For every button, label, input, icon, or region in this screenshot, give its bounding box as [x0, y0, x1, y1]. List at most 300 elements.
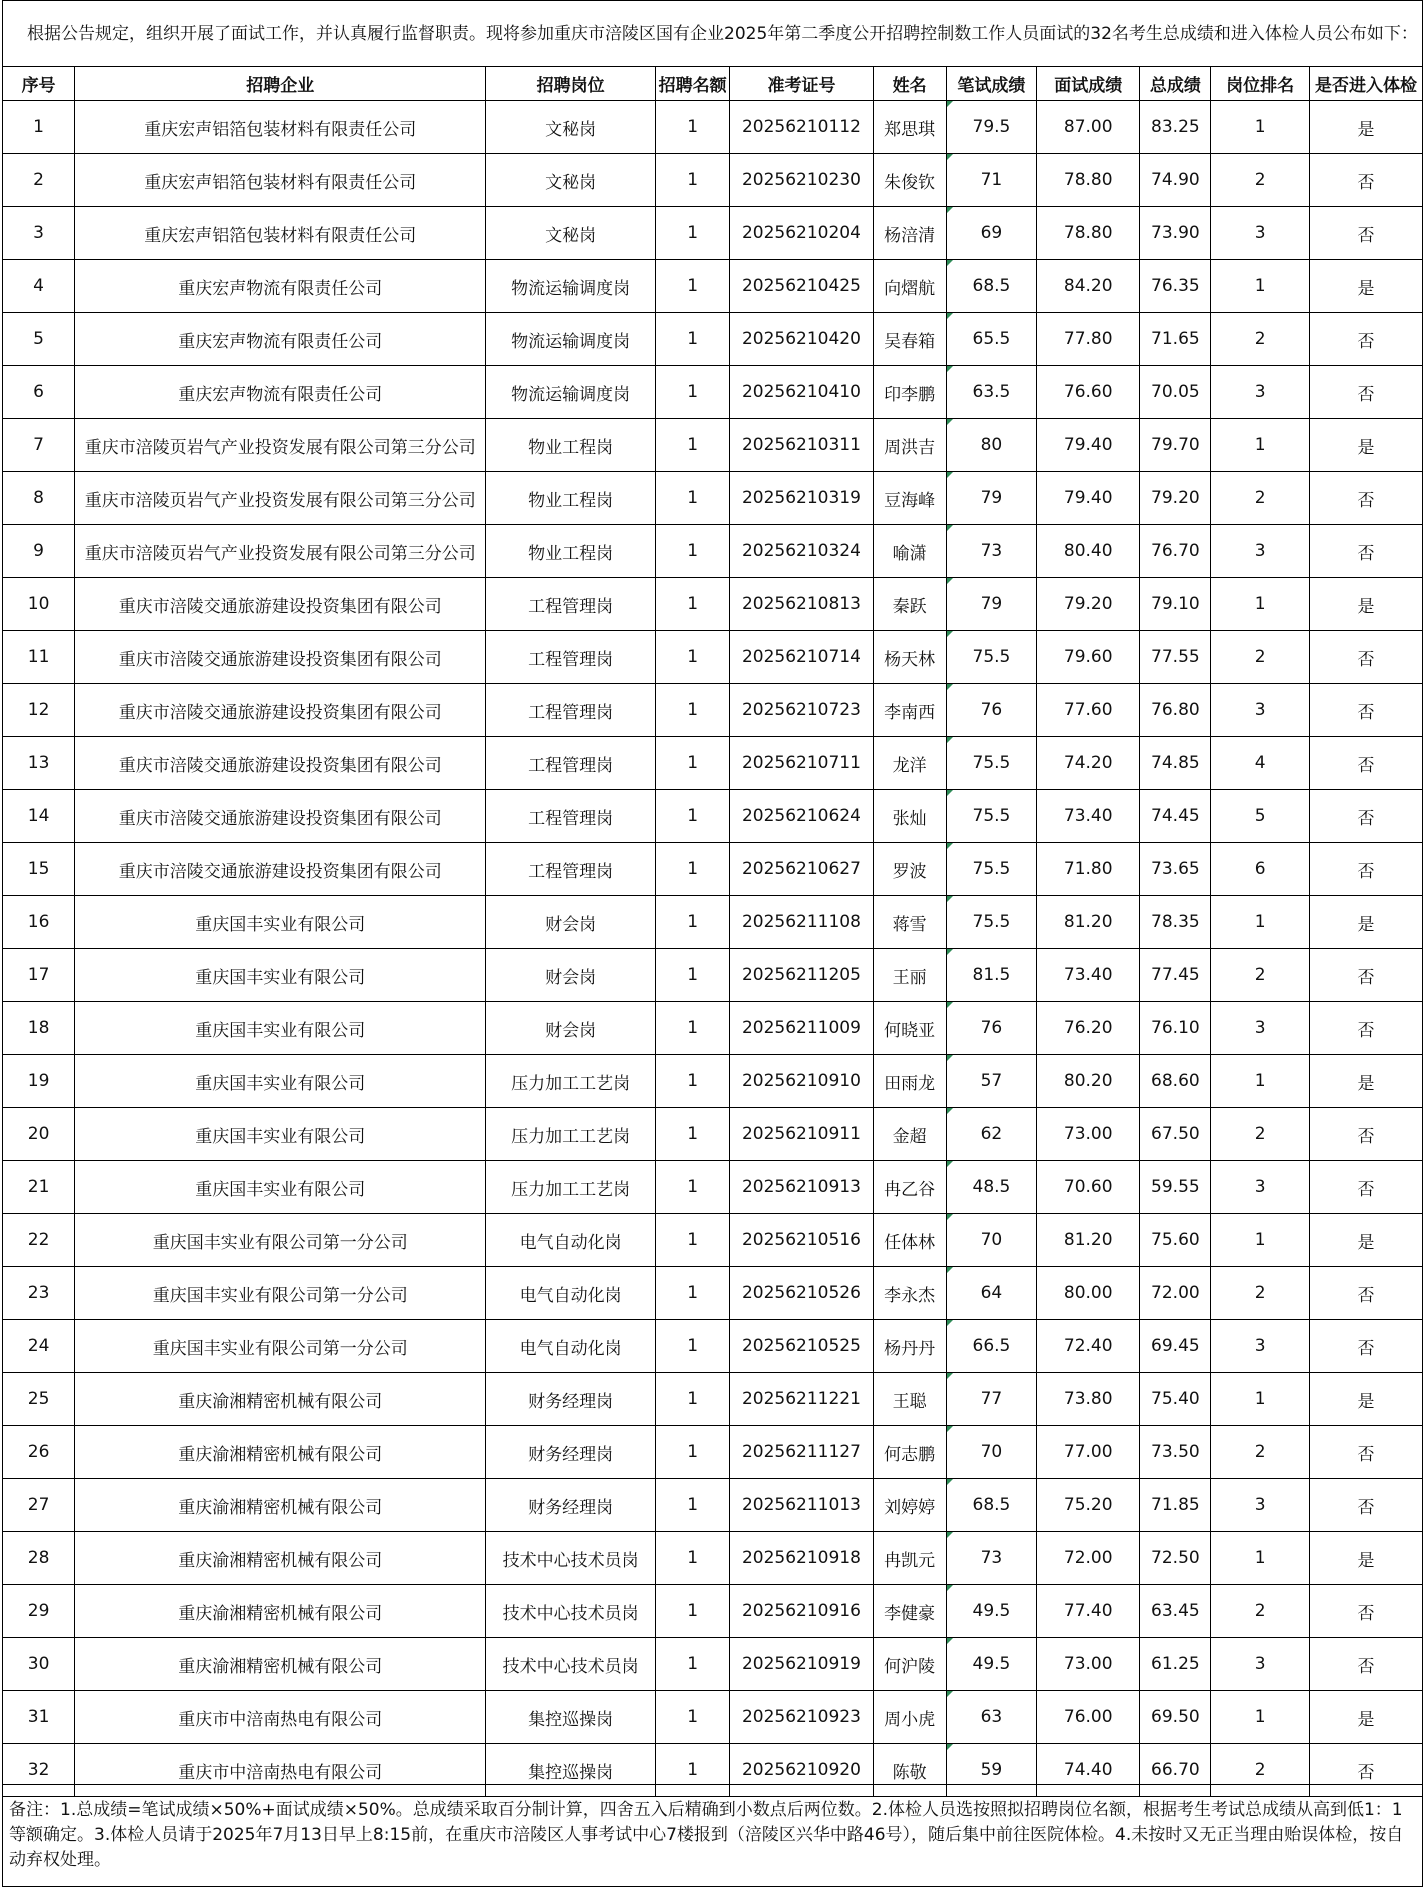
- cell-position[interactable]: 工程管理岗: [486, 631, 656, 684]
- cell-exam-id[interactable]: 20256210916: [730, 1585, 873, 1638]
- cell-rank[interactable]: 2: [1211, 1426, 1310, 1479]
- cell-company[interactable]: 重庆渝湘精密机械有限公司: [75, 1532, 486, 1585]
- cell-name[interactable]: 杨天林: [873, 631, 946, 684]
- cell-company[interactable]: 重庆市涪陵交通旅游建设投资集团有限公司: [75, 843, 486, 896]
- cell-quota[interactable]: 1: [655, 1691, 730, 1744]
- cell-physical-exam[interactable]: 否: [1309, 1638, 1422, 1691]
- cell-quota[interactable]: 1: [655, 1320, 730, 1373]
- cell-quota[interactable]: 1: [655, 737, 730, 790]
- cell-exam-id[interactable]: 20256210711: [730, 737, 873, 790]
- cell-interview-score[interactable]: 71.80: [1037, 843, 1140, 896]
- cell-position[interactable]: 物流运输调度岗: [486, 260, 656, 313]
- cell-position[interactable]: 压力加工工艺岗: [486, 1055, 656, 1108]
- cell-quota[interactable]: 1: [655, 1585, 730, 1638]
- cell-position[interactable]: 财务经理岗: [486, 1426, 656, 1479]
- cell-physical-exam[interactable]: 是: [1309, 1373, 1422, 1426]
- cell-company[interactable]: 重庆市涪陵交通旅游建设投资集团有限公司: [75, 578, 486, 631]
- cell-quota[interactable]: 1: [655, 1744, 730, 1797]
- cell-position[interactable]: 压力加工工艺岗: [486, 1108, 656, 1161]
- cell-physical-exam[interactable]: 是: [1309, 1055, 1422, 1108]
- cell-quota[interactable]: 1: [655, 1532, 730, 1585]
- cell-index[interactable]: 22: [3, 1214, 75, 1267]
- cell-index[interactable]: 11: [3, 631, 75, 684]
- cell-written-score[interactable]: 80: [946, 419, 1036, 472]
- cell-name[interactable]: 郑思琪: [873, 101, 946, 154]
- cell-rank[interactable]: 1: [1211, 578, 1310, 631]
- cell-company[interactable]: 重庆渝湘精密机械有限公司: [75, 1638, 486, 1691]
- cell-written-score[interactable]: 73: [946, 525, 1036, 578]
- cell-quota[interactable]: 1: [655, 631, 730, 684]
- cell-written-score[interactable]: 70: [946, 1426, 1036, 1479]
- cell-exam-id[interactable]: 20256211108: [730, 896, 873, 949]
- cell-interview-score[interactable]: 73.40: [1037, 949, 1140, 1002]
- cell-index[interactable]: 19: [3, 1055, 75, 1108]
- cell-interview-score[interactable]: 79.20: [1037, 578, 1140, 631]
- cell-total-score[interactable]: 77.55: [1140, 631, 1211, 684]
- cell-position[interactable]: 文秘岗: [486, 154, 656, 207]
- cell-total-score[interactable]: 74.85: [1140, 737, 1211, 790]
- cell-quota[interactable]: 1: [655, 1108, 730, 1161]
- cell-rank[interactable]: 1: [1211, 1532, 1310, 1585]
- cell-interview-score[interactable]: 72.40: [1037, 1320, 1140, 1373]
- cell-rank[interactable]: 3: [1211, 1002, 1310, 1055]
- cell-position[interactable]: 工程管理岗: [486, 578, 656, 631]
- cell-index[interactable]: 23: [3, 1267, 75, 1320]
- cell-name[interactable]: 罗波: [873, 843, 946, 896]
- cell-company[interactable]: 重庆渝湘精密机械有限公司: [75, 1373, 486, 1426]
- cell-interview-score[interactable]: 74.20: [1037, 737, 1140, 790]
- cell-position[interactable]: 工程管理岗: [486, 843, 656, 896]
- cell-index[interactable]: 3: [3, 207, 75, 260]
- cell-total-score[interactable]: 73.65: [1140, 843, 1211, 896]
- cell-total-score[interactable]: 79.70: [1140, 419, 1211, 472]
- cell-company[interactable]: 重庆宏声铝箔包装材料有限责任公司: [75, 154, 486, 207]
- cell-position[interactable]: 电气自动化岗: [486, 1267, 656, 1320]
- cell-position[interactable]: 财会岗: [486, 1002, 656, 1055]
- cell-physical-exam[interactable]: 否: [1309, 313, 1422, 366]
- cell-interview-score[interactable]: 78.80: [1037, 207, 1140, 260]
- cell-interview-score[interactable]: 77.60: [1037, 684, 1140, 737]
- cell-index[interactable]: 7: [3, 419, 75, 472]
- cell-rank[interactable]: 3: [1211, 207, 1310, 260]
- cell-quota[interactable]: 1: [655, 684, 730, 737]
- cell-index[interactable]: 12: [3, 684, 75, 737]
- cell-written-score[interactable]: 73: [946, 1532, 1036, 1585]
- cell-company[interactable]: 重庆国丰实业有限公司: [75, 896, 486, 949]
- cell-company[interactable]: 重庆国丰实业有限公司第一分公司: [75, 1267, 486, 1320]
- cell-name[interactable]: 杨涪清: [873, 207, 946, 260]
- cell-rank[interactable]: 3: [1211, 525, 1310, 578]
- cell-company[interactable]: 重庆宏声铝箔包装材料有限责任公司: [75, 207, 486, 260]
- cell-total-score[interactable]: 72.00: [1140, 1267, 1211, 1320]
- cell-physical-exam[interactable]: 否: [1309, 737, 1422, 790]
- cell-position[interactable]: 技术中心技术员岗: [486, 1638, 656, 1691]
- cell-rank[interactable]: 6: [1211, 843, 1310, 896]
- cell-physical-exam[interactable]: 否: [1309, 1320, 1422, 1373]
- cell-written-score[interactable]: 75.5: [946, 843, 1036, 896]
- cell-exam-id[interactable]: 20256211221: [730, 1373, 873, 1426]
- cell-written-score[interactable]: 65.5: [946, 313, 1036, 366]
- cell-exam-id[interactable]: 20256211009: [730, 1002, 873, 1055]
- cell-interview-score[interactable]: 75.20: [1037, 1479, 1140, 1532]
- cell-physical-exam[interactable]: 是: [1309, 1532, 1422, 1585]
- cell-exam-id[interactable]: 20256210920: [730, 1744, 873, 1797]
- cell-quota[interactable]: 1: [655, 101, 730, 154]
- cell-physical-exam[interactable]: 否: [1309, 1744, 1422, 1797]
- cell-quota[interactable]: 1: [655, 790, 730, 843]
- cell-interview-score[interactable]: 77.40: [1037, 1585, 1140, 1638]
- cell-name[interactable]: 任体林: [873, 1214, 946, 1267]
- cell-position[interactable]: 文秘岗: [486, 207, 656, 260]
- cell-rank[interactable]: 1: [1211, 1373, 1310, 1426]
- cell-company[interactable]: 重庆国丰实业有限公司: [75, 1055, 486, 1108]
- cell-physical-exam[interactable]: 否: [1309, 525, 1422, 578]
- cell-exam-id[interactable]: 20256210723: [730, 684, 873, 737]
- cell-written-score[interactable]: 49.5: [946, 1585, 1036, 1638]
- cell-physical-exam[interactable]: 否: [1309, 790, 1422, 843]
- cell-interview-score[interactable]: 87.00: [1037, 101, 1140, 154]
- cell-index[interactable]: 1: [3, 101, 75, 154]
- cell-exam-id[interactable]: 20256210627: [730, 843, 873, 896]
- cell-interview-score[interactable]: 79.40: [1037, 419, 1140, 472]
- cell-quota[interactable]: 1: [655, 1214, 730, 1267]
- cell-name[interactable]: 王丽: [873, 949, 946, 1002]
- cell-quota[interactable]: 1: [655, 1426, 730, 1479]
- cell-written-score[interactable]: 71: [946, 154, 1036, 207]
- cell-written-score[interactable]: 59: [946, 1744, 1036, 1797]
- cell-exam-id[interactable]: 20256210911: [730, 1108, 873, 1161]
- cell-exam-id[interactable]: 20256211205: [730, 949, 873, 1002]
- cell-index[interactable]: 5: [3, 313, 75, 366]
- cell-written-score[interactable]: 75.5: [946, 737, 1036, 790]
- cell-quota[interactable]: 1: [655, 1267, 730, 1320]
- cell-name[interactable]: 朱俊钦: [873, 154, 946, 207]
- cell-quota[interactable]: 1: [655, 313, 730, 366]
- cell-company[interactable]: 重庆宏声物流有限责任公司: [75, 260, 486, 313]
- cell-index[interactable]: 17: [3, 949, 75, 1002]
- cell-position[interactable]: 压力加工工艺岗: [486, 1161, 656, 1214]
- cell-physical-exam[interactable]: 否: [1309, 366, 1422, 419]
- cell-name[interactable]: 冉乙谷: [873, 1161, 946, 1214]
- cell-index[interactable]: 13: [3, 737, 75, 790]
- cell-total-score[interactable]: 59.55: [1140, 1161, 1211, 1214]
- cell-physical-exam[interactable]: 否: [1309, 949, 1422, 1002]
- cell-index[interactable]: 32: [3, 1744, 75, 1797]
- cell-position[interactable]: 电气自动化岗: [486, 1214, 656, 1267]
- cell-interview-score[interactable]: 76.20: [1037, 1002, 1140, 1055]
- cell-rank[interactable]: 3: [1211, 684, 1310, 737]
- cell-position[interactable]: 财务经理岗: [486, 1373, 656, 1426]
- cell-name[interactable]: 李健豪: [873, 1585, 946, 1638]
- cell-written-score[interactable]: 63: [946, 1691, 1036, 1744]
- cell-written-score[interactable]: 68.5: [946, 1479, 1036, 1532]
- cell-index[interactable]: 29: [3, 1585, 75, 1638]
- cell-rank[interactable]: 2: [1211, 1585, 1310, 1638]
- cell-total-score[interactable]: 73.50: [1140, 1426, 1211, 1479]
- cell-index[interactable]: 16: [3, 896, 75, 949]
- cell-physical-exam[interactable]: 否: [1309, 1108, 1422, 1161]
- cell-total-score[interactable]: 72.50: [1140, 1532, 1211, 1585]
- cell-company[interactable]: 重庆市涪陵交通旅游建设投资集团有限公司: [75, 631, 486, 684]
- cell-rank[interactable]: 3: [1211, 366, 1310, 419]
- cell-position[interactable]: 财务经理岗: [486, 1479, 656, 1532]
- cell-rank[interactable]: 2: [1211, 631, 1310, 684]
- cell-physical-exam[interactable]: 否: [1309, 684, 1422, 737]
- cell-physical-exam[interactable]: 是: [1309, 260, 1422, 313]
- cell-index[interactable]: 20: [3, 1108, 75, 1161]
- cell-rank[interactable]: 2: [1211, 949, 1310, 1002]
- cell-position[interactable]: 工程管理岗: [486, 684, 656, 737]
- cell-company[interactable]: 重庆市涪陵交通旅游建设投资集团有限公司: [75, 737, 486, 790]
- cell-total-score[interactable]: 66.70: [1140, 1744, 1211, 1797]
- cell-name[interactable]: 金超: [873, 1108, 946, 1161]
- cell-physical-exam[interactable]: 是: [1309, 1214, 1422, 1267]
- cell-total-score[interactable]: 69.45: [1140, 1320, 1211, 1373]
- cell-written-score[interactable]: 76: [946, 1002, 1036, 1055]
- cell-name[interactable]: 何晓亚: [873, 1002, 946, 1055]
- cell-company[interactable]: 重庆国丰实业有限公司: [75, 1161, 486, 1214]
- cell-quota[interactable]: 1: [655, 896, 730, 949]
- cell-written-score[interactable]: 68.5: [946, 260, 1036, 313]
- cell-total-score[interactable]: 83.25: [1140, 101, 1211, 154]
- cell-company[interactable]: 重庆国丰实业有限公司: [75, 1108, 486, 1161]
- cell-exam-id[interactable]: 20256210410: [730, 366, 873, 419]
- cell-index[interactable]: 21: [3, 1161, 75, 1214]
- cell-name[interactable]: 李永杰: [873, 1267, 946, 1320]
- cell-position[interactable]: 财会岗: [486, 896, 656, 949]
- cell-company[interactable]: 重庆宏声物流有限责任公司: [75, 366, 486, 419]
- cell-index[interactable]: 8: [3, 472, 75, 525]
- cell-rank[interactable]: 1: [1211, 419, 1310, 472]
- cell-index[interactable]: 27: [3, 1479, 75, 1532]
- cell-name[interactable]: 秦跃: [873, 578, 946, 631]
- cell-company[interactable]: 重庆市涪陵交通旅游建设投资集团有限公司: [75, 790, 486, 843]
- cell-total-score[interactable]: 63.45: [1140, 1585, 1211, 1638]
- cell-name[interactable]: 冉凯元: [873, 1532, 946, 1585]
- cell-company[interactable]: 重庆宏声铝箔包装材料有限责任公司: [75, 101, 486, 154]
- cell-interview-score[interactable]: 76.60: [1037, 366, 1140, 419]
- cell-interview-score[interactable]: 70.60: [1037, 1161, 1140, 1214]
- cell-position[interactable]: 物业工程岗: [486, 472, 656, 525]
- cell-rank[interactable]: 2: [1211, 313, 1310, 366]
- cell-quota[interactable]: 1: [655, 366, 730, 419]
- cell-exam-id[interactable]: 20256210516: [730, 1214, 873, 1267]
- cell-total-score[interactable]: 74.45: [1140, 790, 1211, 843]
- cell-interview-score[interactable]: 76.00: [1037, 1691, 1140, 1744]
- cell-index[interactable]: 24: [3, 1320, 75, 1373]
- cell-company[interactable]: 重庆渝湘精密机械有限公司: [75, 1585, 486, 1638]
- cell-position[interactable]: 工程管理岗: [486, 737, 656, 790]
- cell-quota[interactable]: 1: [655, 207, 730, 260]
- cell-exam-id[interactable]: 20256210425: [730, 260, 873, 313]
- cell-written-score[interactable]: 49.5: [946, 1638, 1036, 1691]
- cell-interview-score[interactable]: 73.00: [1037, 1108, 1140, 1161]
- cell-written-score[interactable]: 79.5: [946, 101, 1036, 154]
- cell-quota[interactable]: 1: [655, 154, 730, 207]
- cell-exam-id[interactable]: 20256210923: [730, 1691, 873, 1744]
- cell-quota[interactable]: 1: [655, 260, 730, 313]
- cell-index[interactable]: 28: [3, 1532, 75, 1585]
- cell-rank[interactable]: 1: [1211, 1691, 1310, 1744]
- cell-rank[interactable]: 3: [1211, 1161, 1310, 1214]
- cell-total-score[interactable]: 67.50: [1140, 1108, 1211, 1161]
- cell-name[interactable]: 何志鹏: [873, 1426, 946, 1479]
- cell-rank[interactable]: 3: [1211, 1479, 1310, 1532]
- cell-name[interactable]: 何沪陵: [873, 1638, 946, 1691]
- cell-position[interactable]: 集控巡操岗: [486, 1744, 656, 1797]
- cell-exam-id[interactable]: 20256211127: [730, 1426, 873, 1479]
- cell-physical-exam[interactable]: 否: [1309, 472, 1422, 525]
- cell-quota[interactable]: 1: [655, 949, 730, 1002]
- cell-index[interactable]: 26: [3, 1426, 75, 1479]
- cell-company[interactable]: 重庆渝湘精密机械有限公司: [75, 1479, 486, 1532]
- cell-interview-score[interactable]: 72.00: [1037, 1532, 1140, 1585]
- cell-position[interactable]: 物业工程岗: [486, 419, 656, 472]
- cell-written-score[interactable]: 75.5: [946, 896, 1036, 949]
- cell-name[interactable]: 周小虎: [873, 1691, 946, 1744]
- cell-exam-id[interactable]: 20256210918: [730, 1532, 873, 1585]
- cell-quota[interactable]: 1: [655, 1055, 730, 1108]
- cell-quota[interactable]: 1: [655, 472, 730, 525]
- cell-name[interactable]: 豆海峰: [873, 472, 946, 525]
- cell-name[interactable]: 张灿: [873, 790, 946, 843]
- cell-name[interactable]: 李南西: [873, 684, 946, 737]
- cell-total-score[interactable]: 75.60: [1140, 1214, 1211, 1267]
- cell-position[interactable]: 工程管理岗: [486, 790, 656, 843]
- cell-total-score[interactable]: 79.10: [1140, 578, 1211, 631]
- cell-company[interactable]: 重庆宏声物流有限责任公司: [75, 313, 486, 366]
- cell-index[interactable]: 9: [3, 525, 75, 578]
- cell-interview-score[interactable]: 73.80: [1037, 1373, 1140, 1426]
- cell-index[interactable]: 31: [3, 1691, 75, 1744]
- cell-total-score[interactable]: 76.35: [1140, 260, 1211, 313]
- cell-interview-score[interactable]: 78.80: [1037, 154, 1140, 207]
- cell-index[interactable]: 10: [3, 578, 75, 631]
- cell-interview-score[interactable]: 80.20: [1037, 1055, 1140, 1108]
- cell-written-score[interactable]: 70: [946, 1214, 1036, 1267]
- cell-rank[interactable]: 4: [1211, 737, 1310, 790]
- cell-total-score[interactable]: 76.70: [1140, 525, 1211, 578]
- cell-index[interactable]: 2: [3, 154, 75, 207]
- cell-position[interactable]: 物流运输调度岗: [486, 313, 656, 366]
- cell-interview-score[interactable]: 77.80: [1037, 313, 1140, 366]
- cell-exam-id[interactable]: 20256210324: [730, 525, 873, 578]
- cell-exam-id[interactable]: 20256211013: [730, 1479, 873, 1532]
- cell-written-score[interactable]: 69: [946, 207, 1036, 260]
- cell-rank[interactable]: 1: [1211, 101, 1310, 154]
- cell-exam-id[interactable]: 20256210319: [730, 472, 873, 525]
- cell-quota[interactable]: 1: [655, 578, 730, 631]
- cell-rank[interactable]: 2: [1211, 472, 1310, 525]
- cell-total-score[interactable]: 68.60: [1140, 1055, 1211, 1108]
- cell-exam-id[interactable]: 20256210526: [730, 1267, 873, 1320]
- cell-physical-exam[interactable]: 否: [1309, 631, 1422, 684]
- cell-rank[interactable]: 1: [1211, 260, 1310, 313]
- cell-company[interactable]: 重庆国丰实业有限公司第一分公司: [75, 1320, 486, 1373]
- cell-company[interactable]: 重庆国丰实业有限公司: [75, 949, 486, 1002]
- cell-name[interactable]: 杨丹丹: [873, 1320, 946, 1373]
- cell-position[interactable]: 技术中心技术员岗: [486, 1532, 656, 1585]
- cell-written-score[interactable]: 75.5: [946, 790, 1036, 843]
- cell-index[interactable]: 25: [3, 1373, 75, 1426]
- cell-rank[interactable]: 3: [1211, 1638, 1310, 1691]
- cell-interview-score[interactable]: 79.40: [1037, 472, 1140, 525]
- cell-total-score[interactable]: 73.90: [1140, 207, 1211, 260]
- cell-physical-exam[interactable]: 否: [1309, 1585, 1422, 1638]
- cell-exam-id[interactable]: 20256210624: [730, 790, 873, 843]
- cell-interview-score[interactable]: 80.00: [1037, 1267, 1140, 1320]
- cell-total-score[interactable]: 77.45: [1140, 949, 1211, 1002]
- cell-total-score[interactable]: 75.40: [1140, 1373, 1211, 1426]
- cell-physical-exam[interactable]: 否: [1309, 207, 1422, 260]
- cell-rank[interactable]: 2: [1211, 1744, 1310, 1797]
- cell-written-score[interactable]: 48.5: [946, 1161, 1036, 1214]
- cell-total-score[interactable]: 78.35: [1140, 896, 1211, 949]
- cell-index[interactable]: 4: [3, 260, 75, 313]
- cell-written-score[interactable]: 57: [946, 1055, 1036, 1108]
- cell-exam-id[interactable]: 20256210919: [730, 1638, 873, 1691]
- cell-physical-exam[interactable]: 否: [1309, 1267, 1422, 1320]
- cell-exam-id[interactable]: 20256210714: [730, 631, 873, 684]
- cell-physical-exam[interactable]: 否: [1309, 1161, 1422, 1214]
- cell-written-score[interactable]: 77: [946, 1373, 1036, 1426]
- cell-position[interactable]: 物业工程岗: [486, 525, 656, 578]
- cell-name[interactable]: 王聪: [873, 1373, 946, 1426]
- cell-quota[interactable]: 1: [655, 1161, 730, 1214]
- cell-rank[interactable]: 3: [1211, 1320, 1310, 1373]
- cell-total-score[interactable]: 71.85: [1140, 1479, 1211, 1532]
- cell-index[interactable]: 30: [3, 1638, 75, 1691]
- cell-exam-id[interactable]: 20256210420: [730, 313, 873, 366]
- cell-name[interactable]: 印李鹏: [873, 366, 946, 419]
- cell-exam-id[interactable]: 20256210525: [730, 1320, 873, 1373]
- cell-rank[interactable]: 5: [1211, 790, 1310, 843]
- cell-index[interactable]: 18: [3, 1002, 75, 1055]
- cell-index[interactable]: 6: [3, 366, 75, 419]
- cell-total-score[interactable]: 70.05: [1140, 366, 1211, 419]
- cell-exam-id[interactable]: 20256210311: [730, 419, 873, 472]
- cell-physical-exam[interactable]: 是: [1309, 419, 1422, 472]
- cell-rank[interactable]: 1: [1211, 1214, 1310, 1267]
- cell-written-score[interactable]: 76: [946, 684, 1036, 737]
- cell-total-score[interactable]: 79.20: [1140, 472, 1211, 525]
- cell-company[interactable]: 重庆渝湘精密机械有限公司: [75, 1426, 486, 1479]
- cell-position[interactable]: 物流运输调度岗: [486, 366, 656, 419]
- cell-written-score[interactable]: 63.5: [946, 366, 1036, 419]
- cell-interview-score[interactable]: 84.20: [1037, 260, 1140, 313]
- cell-index[interactable]: 15: [3, 843, 75, 896]
- cell-name[interactable]: 周洪吉: [873, 419, 946, 472]
- cell-physical-exam[interactable]: 否: [1309, 843, 1422, 896]
- cell-written-score[interactable]: 81.5: [946, 949, 1036, 1002]
- cell-quota[interactable]: 1: [655, 525, 730, 578]
- cell-position[interactable]: 集控巡操岗: [486, 1691, 656, 1744]
- cell-physical-exam[interactable]: 否: [1309, 1426, 1422, 1479]
- cell-physical-exam[interactable]: 是: [1309, 1691, 1422, 1744]
- cell-exam-id[interactable]: 20256210204: [730, 207, 873, 260]
- cell-name[interactable]: 向熠航: [873, 260, 946, 313]
- cell-name[interactable]: 田雨龙: [873, 1055, 946, 1108]
- cell-company[interactable]: 重庆市涪陵页岩气产业投资发展有限公司第三分公司: [75, 419, 486, 472]
- cell-total-score[interactable]: 76.10: [1140, 1002, 1211, 1055]
- cell-exam-id[interactable]: 20256210813: [730, 578, 873, 631]
- cell-company[interactable]: 重庆国丰实业有限公司第一分公司: [75, 1214, 486, 1267]
- cell-physical-exam[interactable]: 否: [1309, 1002, 1422, 1055]
- cell-company[interactable]: 重庆市涪陵页岩气产业投资发展有限公司第三分公司: [75, 472, 486, 525]
- cell-written-score[interactable]: 75.5: [946, 631, 1036, 684]
- cell-quota[interactable]: 1: [655, 1479, 730, 1532]
- cell-rank[interactable]: 2: [1211, 1108, 1310, 1161]
